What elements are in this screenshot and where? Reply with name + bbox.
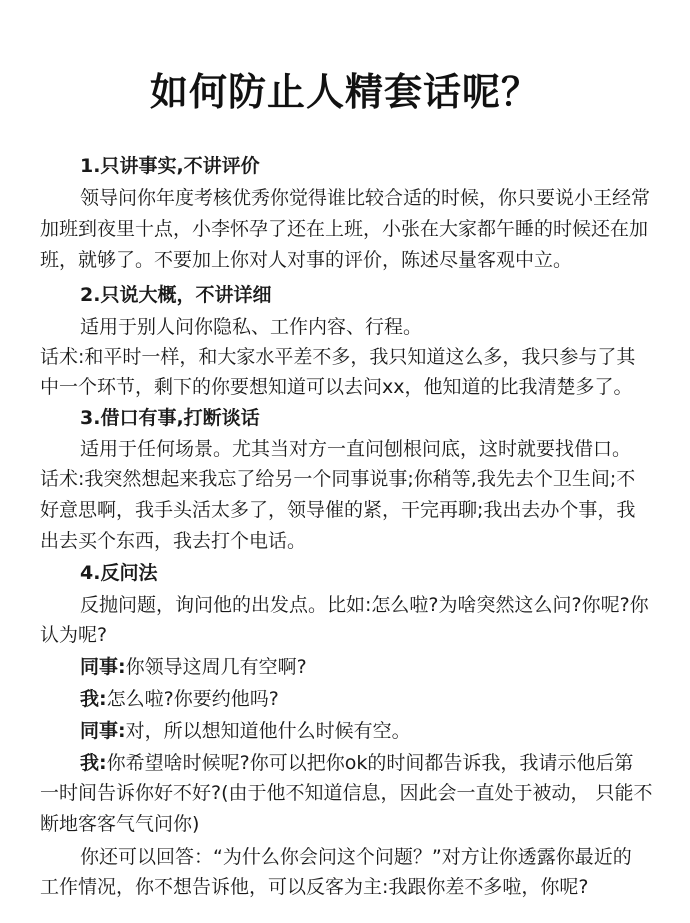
section-4-heading: 4.反问法: [80, 562, 158, 584]
section-2-line: 适用于别人问你隐私、工作内容、行程。: [80, 316, 423, 338]
section-4-line: 认为呢?: [40, 624, 108, 646]
section-3-line: 适用于任何场景。尤其当对方一直问刨根问底，这时就要找借口。: [80, 438, 632, 460]
section-3-line: 出去买个东西，我去打个电话。: [40, 530, 307, 552]
dialogue-text: 你领导这周几有空啊?: [125, 656, 307, 678]
section-2-line: 中一个环节，剩下的你要想知道可以去问xx，他知道的比我清楚多了。: [40, 376, 633, 398]
dialogue-continuation: 断地客客气气问你): [40, 813, 200, 835]
dialogue-continuation: 一时间告诉你好不好?(由于他不知道信息，因此会一直处于被动， 只能不: [40, 782, 653, 804]
dialogue-text: 怎么啦?你要约他吗?: [106, 688, 279, 710]
section-1-line: 领导问你年度考核优秀你觉得谁比较合适的时候，你只要说小王经常: [80, 187, 651, 209]
section-3-line: 好意思啊，我手头活太多了，领导催的紧，干完再聊;我出去办个事，我: [40, 499, 636, 521]
dialogue-line: [80, 684, 279, 714]
dialogue-speaker: 我:: [80, 752, 107, 774]
section-1-line: 加班到夜里十点，小李怀孕了还在上班，小张在大家都午睡的时候还在加: [40, 218, 649, 240]
dialogue-speaker: 同事:: [80, 656, 126, 678]
section-1-heading: 1.只讲事实,不讲评价: [80, 155, 260, 177]
dialogue-speaker: 同事:: [80, 720, 126, 742]
dialogue-text: 你希望啥时候呢?你可以把你ok的时间都告诉我，我请示他后第: [106, 752, 634, 774]
section-1-line: 班，就够了。不要加上你对人对事的评价，陈述尽量客观中立。: [40, 249, 573, 271]
page-title: 如何防止人精套话呢？: [149, 70, 540, 114]
dialogue-line: [80, 748, 633, 778]
section-2-heading: 2.只说大概，不讲详细: [80, 284, 272, 306]
section-3-line: 话术:我突然想起来我忘了给另一个同事说事;你稍等,我先去个卫生间;不: [40, 468, 636, 490]
closing-line: 你还可以回答：“为什么你会问这个问题？”对方让你透露你最近的: [80, 846, 632, 868]
dialogue-line: [80, 716, 411, 746]
section-4-line: 反抛问题，询问他的出发点。比如:怎么啦?为啥突然这么问?你呢?你: [80, 594, 649, 616]
section-2-line: 话术:和平时一样，和大家水平差不多，我只知道这么多，我只参与了其: [40, 346, 636, 368]
dialogue-line: [80, 652, 307, 682]
dialogue-text: 对，所以想知道他什么时候有空。: [125, 720, 411, 742]
closing-line: 工作情况，你不想告诉他，可以反客为主:我跟你差不多啦，你呢?: [40, 876, 589, 898]
dialogue-speaker: 我:: [80, 688, 107, 710]
section-3-heading: 3.借口有事,打断谈话: [80, 407, 260, 429]
